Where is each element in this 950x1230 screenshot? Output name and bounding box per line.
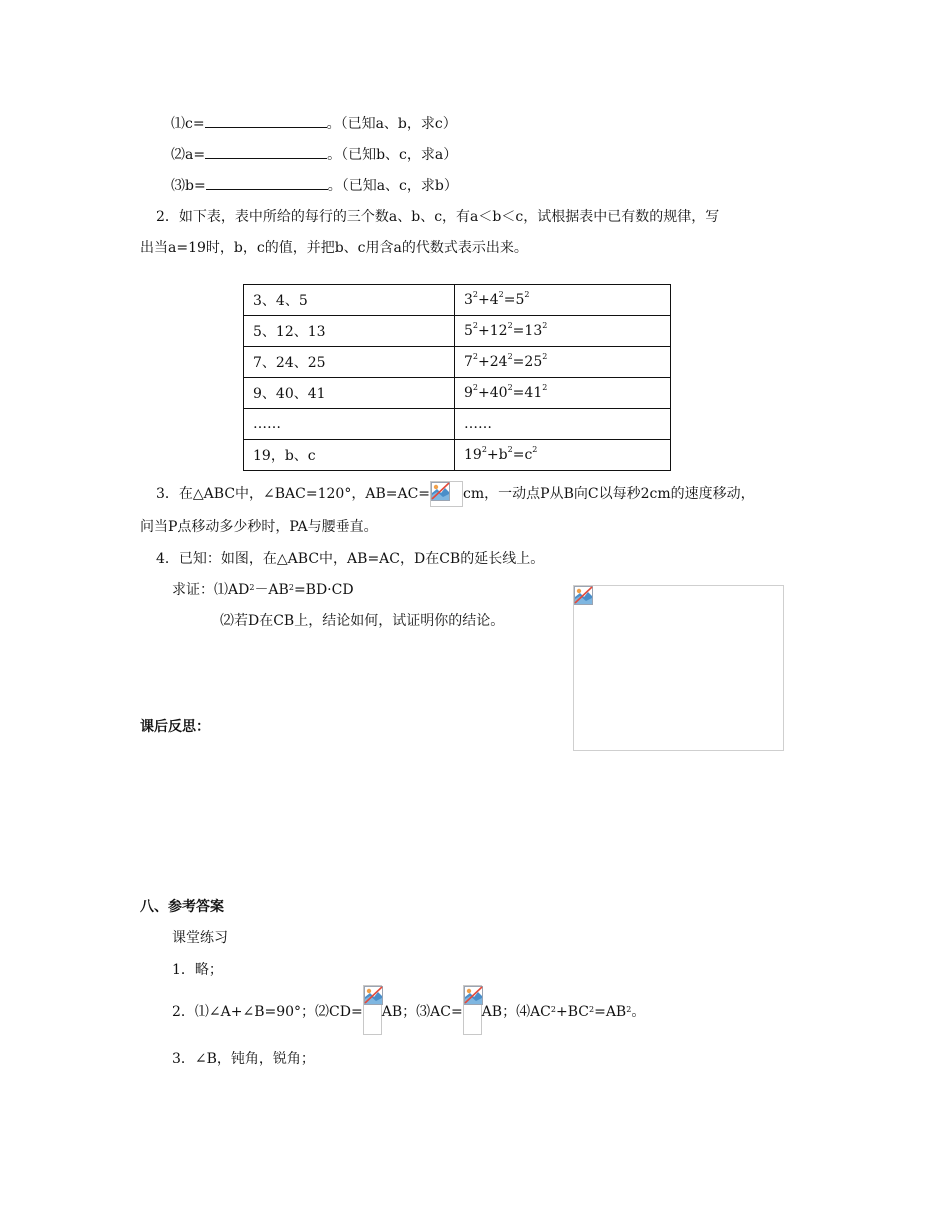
question-2-line-1: 2．如下表，表中所给的每行的三个数a、b、c，有a＜b＜c，试根据表中已有数的规律，写 (156, 209, 720, 225)
question-4-proof-2: ⑵若D在CB上，结论如何，试证明你的结论。 (220, 613, 505, 629)
figure-image-placeholder (573, 585, 784, 751)
formula-prefix: ⑵a= (171, 147, 206, 163)
table-row (244, 378, 671, 409)
answer-1: 1．略； (172, 962, 223, 978)
question-3-text: 3．在△ABC中，∠BAC=120°，AB=AC= (156, 486, 431, 502)
formula-line-b (171, 175, 458, 196)
table-cell-equation: $5^2+12^2=13^2$ (455, 316, 671, 347)
section-8-subheading: 课堂练习 (172, 930, 228, 946)
formula-line-c (171, 113, 457, 134)
formula-suffix: 。（已知a、c，求b） (327, 178, 458, 194)
answer-blank[interactable] (205, 144, 327, 159)
answer-3: 3．∠B，钝角，锐角； (172, 1051, 315, 1067)
answer-blank[interactable] (206, 175, 328, 190)
table-cell-numbers: 7、24、25 (244, 347, 455, 378)
table-cell-equation: $7^2+24^2=25^2$ (455, 347, 671, 378)
answer-2: 2．⑴∠A+∠B=90°；⑵CD= AB；⑶AC= AB；$⑷AC^2+BC^2=AB^2$。 (172, 985, 645, 1035)
question-3-line-2: 问当P点移动多少秒时，PA与腰垂直。 (140, 519, 378, 535)
table-row (244, 440, 671, 471)
table-cell-numbers: 19，b、c (244, 440, 455, 471)
table-cell-equation: $3^2+4^2=5^2$ (455, 285, 671, 316)
table-cell-equation: …… (455, 409, 671, 440)
table-cell-equation: $9^2+40^2=41^2$ (455, 378, 671, 409)
section-8-heading: 八、参考答案 (140, 899, 224, 915)
table-row (244, 347, 671, 378)
table-cell-numbers: 5、12、13 (244, 316, 455, 347)
question-4-proof-1: 求证：$⑴AD^2-AB^2=BD\cdot CD$ (172, 582, 354, 598)
question-2-line-2: 出当a=19时，b，c的值，并把b、c用含a的代数式表示出来。 (140, 240, 528, 256)
table-row (244, 285, 671, 316)
table-row (244, 316, 671, 347)
broken-image-icon (430, 481, 463, 507)
formula-prefix: ⑶b= (171, 178, 206, 194)
formula-suffix: 。（已知b、c，求a） (327, 147, 458, 163)
question-3-line-1 (156, 481, 755, 507)
reflection-heading: 课后反思： (140, 719, 210, 735)
table-row (244, 409, 671, 440)
broken-image-icon (574, 586, 593, 605)
table-cell-numbers: …… (244, 409, 455, 440)
broken-image-icon (363, 985, 382, 1035)
question-3-text: cm，一动点P从B向C以每秒2cm的速度移动， (463, 486, 755, 502)
formula-suffix: 。（已知a、b，求c） (326, 116, 457, 132)
table-cell-equation: $19^2+b^2=c^2$ (455, 440, 671, 471)
broken-image-icon (463, 985, 482, 1035)
question-4-line-1: 4．已知：如图，在△ABC中，AB=AC，D在CB的延长线上。 (156, 551, 545, 567)
formula-prefix: ⑴c= (171, 116, 205, 132)
formula-line-a (171, 144, 457, 165)
table-cell-numbers: 3、4、5 (244, 285, 455, 316)
pythagorean-triples-table (243, 284, 671, 471)
answer-blank[interactable] (205, 113, 327, 128)
table-cell-numbers: 9、40、41 (244, 378, 455, 409)
